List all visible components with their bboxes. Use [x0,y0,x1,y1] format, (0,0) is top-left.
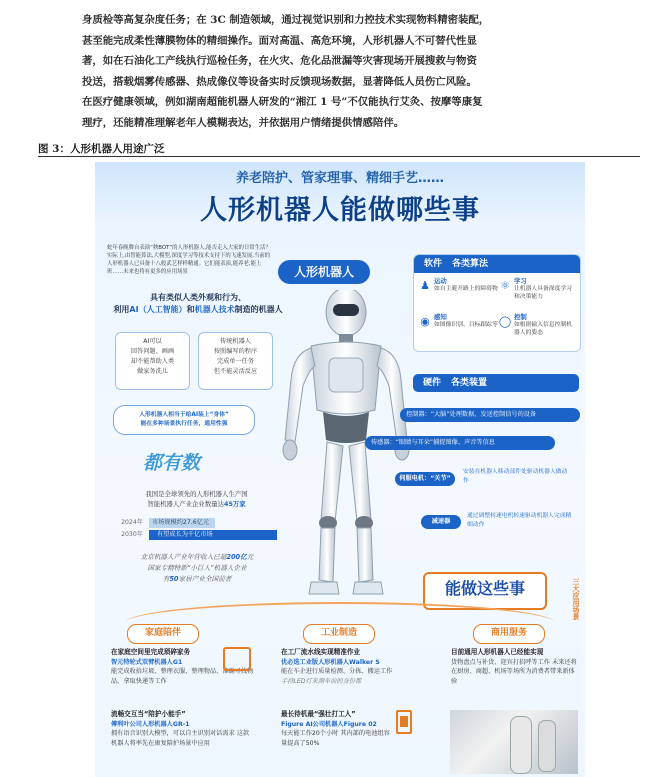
def-text: 制造的机器人 [234,305,283,314]
handwritten-note [107,552,287,585]
scene-text: 能在车企进行质量检测、分拣、搬运工作 [281,668,393,675]
battery-icon [396,710,412,734]
scene-text: 每天能工作20个小时 其内部的电池组容量提高了50% [281,730,390,747]
sw-item-text: 让机器人具备深度学习和决策能力 [514,286,572,300]
def-ai: AI（人工智能） [129,305,187,314]
compare-ai-box: AI可以 回答问题、画画 却不能帮助人类 做家务洗儿 [115,332,190,390]
hw-reducer-note: 通过调整转速电机转速驱动机器人完成精细动作 [467,513,572,528]
scenario-side-tag: 三大应用场景 [572,578,580,620]
scene-title: 在工厂流水线实现精准作业 [281,648,361,656]
sw-item-title: 感知 [434,313,447,321]
scene-handwritten: 手持LED灯来测车前的身份都 [281,677,362,685]
dushuju-line [109,499,284,509]
hand-line: 国家专精特新“小巨人”机器人企业 [147,564,247,572]
sw-item-text: 如图像识别、目标跟踪等 [434,322,498,328]
summary-bubble: 人形机器人相当于给AI装上“身体” 能在多种场景执行任务，通用性强 [113,405,255,435]
poster-heading: 人形机器人能做哪些事 [200,195,480,226]
definition-line-2 [103,304,293,316]
scene-text: 拥有语音识别大模型，可以自主识别对话需求 这款机器人将率先在康复陪护场景中应用 [111,730,250,747]
category-home: 家庭陪伴 [127,624,199,644]
text-line: 身质检等高复杂度任务；在 3C 制造领域，通过视觉识别和力控技术实现物料精密装配， [82,14,490,26]
sw-item-title: 学习 [514,277,527,285]
hw-reducer-label: 减速器 [421,515,461,529]
sw-item-learning [514,277,576,301]
market-bar-2030 [113,530,283,540]
hw-motor-note: 安装在机器人移动部件处驱动机器人做动作 [463,469,568,484]
hand-number: 200亿 [226,553,247,561]
text-line: 甚至能完成柔性薄膜物体的精细操作。面对高温、高危环境，人形机器人不可替代性显 [82,34,477,47]
hardware-title: 硬件 [423,378,442,388]
software-subtitle: 各类算法 [452,259,489,269]
hand-line [107,552,287,563]
dushuju-text [109,489,284,509]
text-line: 理疗，还能精准理解老年人模糊表达，并依据用户情绪提供情感陪伴。 [82,116,405,129]
big-question-box: 能做这些事 [423,572,547,610]
poster-subheading: 养老陪护、管家理事、精细手艺…… [235,171,444,186]
hw-motor-label: 伺服电机：“关节” [395,472,455,486]
definition-line-1: 具有类似人类外观和行为、 [150,293,246,302]
category-industry: 工业制造 [303,624,375,644]
caption-rule [38,156,640,157]
compare-traditional-box: 传统机器人 按照编写的程序 完成单一任务 但不能灵活反应 [198,332,273,390]
sw-item-text: 如自主避开路上的障碍物 [434,286,498,292]
sw-item-title: 运动 [434,277,447,285]
scene-title: 流畅交互当“陪护小能手” [111,710,186,718]
poster-intro: 蛇年春晚舞台表演“秧BOT”的人形机器人,能否走入大家的日常生活？实际上,由智能算法,大模型,深度学习等技术支持下的飞速发展,当前的人形机器人已具备十八般武艺样样精通。它们能表演,能养老,能上班……未来也将有更多的应用场景 [107,245,271,275]
hw-controller: 控制器：“大脑”处理数据，发送控制信号的设备 [400,408,580,422]
scene-product: 智元特轮式双臂机器人G1 [111,658,183,666]
scene-title: 最长待机最“强壮打工人” [281,710,356,718]
sw-item-control [514,313,576,337]
house-icon [223,647,251,671]
software-title: 软件 [424,259,443,269]
service-robot-photo [450,710,578,774]
def-text: 和 [186,305,195,314]
text-line: 在医疗健康领域，例如湖南超能机器人研发的“湘江 1 号”不仅能执行艾灸、按摩等康复 [82,96,483,109]
robot-figure [510,716,532,774]
dushuju-label: 智能机器人产业企业数量达 [147,500,224,508]
sw-item-text: 如根据输入信息控制机器人的姿态 [514,322,572,336]
software-header [414,255,580,273]
scene-business [451,648,579,686]
hand-line [107,574,287,585]
text-line: 投送，搭载烟雾传感器、热成像仪等设备实时反馈现场数据，显著降低人员伤亡风险。 [82,75,477,88]
gamepad-icon: ◯ [498,315,512,328]
scene-text: 能完成收拾垃圾、整理衣服、整理物品、准确寻找物品、拿取快递等工作 [111,668,254,685]
dushuju-number: 45万家 [224,500,246,508]
scene-title: 目前通用人形机器人已经能实现 [451,648,544,656]
market-bar-2024 [113,518,273,528]
hardware-subtitle: 各类装置 [451,378,488,388]
scene-title: 在家庭空间里完成琐碎家务 [111,648,191,656]
body-paragraph [82,10,634,134]
brain-icon: ⚛ [500,279,510,292]
software-panel [413,254,581,352]
text-line: 著，如在石油化工产线执行巡检任务，在火灾、危化品泄漏等灾害现场开展搜救与物资 [82,55,477,68]
person-walk-icon: ♟ [420,279,430,292]
scene-industry [281,648,431,686]
def-text: 利用 [113,305,130,314]
sw-item-title: 控制 [514,313,527,321]
bar-year: 2024年 [121,519,143,526]
eye-icon: ◉ [420,315,430,328]
category-business: 商用服务 [473,624,545,644]
hand-number: 50 [169,575,179,583]
dushuju-line: 我国是全球领先的人形机器人生产国 [145,490,248,498]
bar-label: 有望成长为千亿市场 [149,530,277,540]
robot-figure [538,720,556,772]
hardware-header [413,374,579,392]
scene-product: 优必选工业版人形机器人Walker S [281,658,380,666]
scene-product: Figure AI公司机器人Figure 02 [281,720,377,728]
hw-sensor: 传感器：“眼睛与耳朵”捕捉图像、声音等信息 [365,436,555,450]
scene-text: 货物盘点与补货、迎宾打招呼等工作 未来还将在厨房、商超、机场等场所为消费者带来新体验 [451,658,577,685]
scene-industry-endurance [281,710,393,748]
robot-label: 人形机器人 [278,260,370,284]
scene-product: 傅利叶公司人形机器人GR-1 [111,720,190,728]
hand-text: 家居产业全国前者 [178,575,232,583]
bar-label: 市场规模约27.6亿元 [149,518,215,528]
hand-text: 北京机器人产业年营收入已超 [140,553,227,561]
hand-text: 元 [246,553,254,561]
hand-text: 有 [162,575,170,583]
dushuju-logo: 都有数 [143,452,201,474]
bar-year: 2030年 [121,531,143,538]
figure-caption: 图 3：人形机器人用途广泛 [38,143,165,155]
infographic-poster [95,162,585,777]
def-robot-tech: 机器人技术 [194,305,235,314]
definition-block [103,292,293,316]
scene-home-companion [111,710,251,748]
